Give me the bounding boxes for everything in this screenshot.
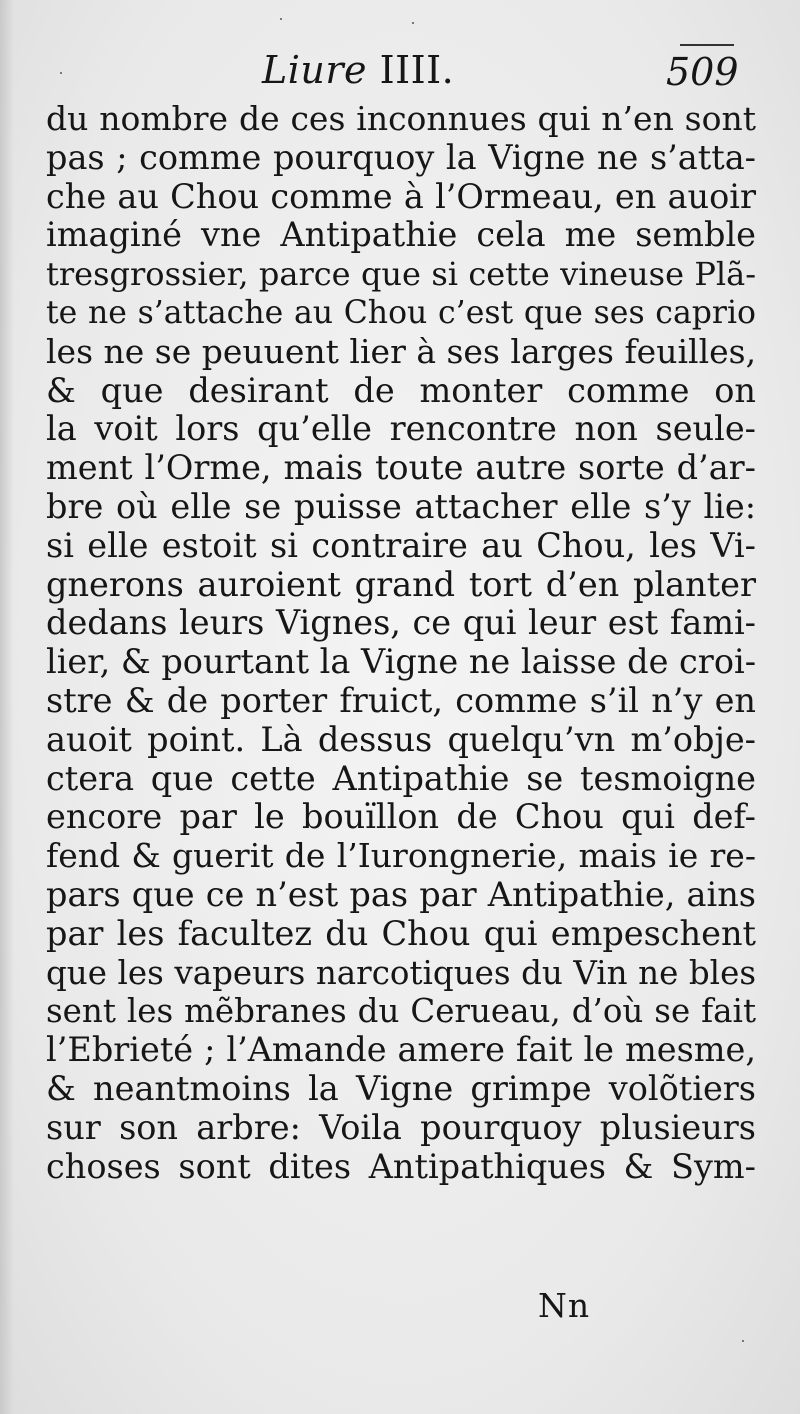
text-line: fend & guerit de l’Iurongnerie, mais ie re- (46, 836, 756, 876)
paper-speck (412, 22, 414, 24)
text-line: pars que ce n’est pas par Antipathie, ains (46, 874, 756, 914)
page-number: 509 (666, 50, 739, 94)
running-head-title (262, 44, 454, 96)
paper-speck (742, 1340, 744, 1342)
text-line: la voit lors qu’elle rencontre non seule- (46, 409, 756, 449)
text-line: auoit point. Là dessus quelqu’vn m’obje- (46, 719, 756, 759)
running-head-roman: IIII. (379, 48, 455, 92)
text-line: imaginé vne Antipathie cela me semble (46, 215, 756, 255)
text-line: lier, & pourtant la Vigne ne laisse de croi- (46, 642, 757, 682)
text-line: & neantmoins la Vigne grimpe volõtiers (46, 1068, 756, 1108)
text-line: du nombre de ces inconnues qui n’en sont (46, 99, 756, 138)
text-line: que les vapeurs narcotiques du Vin ne bles (46, 953, 756, 992)
text-line: te ne s’attache au Chou c’est que ses caprio (46, 294, 756, 331)
text-line: pas ; comme pourquoy la Vigne ne s’atta- (46, 137, 756, 177)
text-line: stre & de porter fruict, comme s’il n’y en (46, 680, 756, 720)
text-line: si elle estoit si contraire au Chou, les Vi- (46, 525, 756, 565)
text-line: encore par le bouïllon de Chou qui def- (46, 797, 756, 837)
text-line: sent les mẽbranes du Cerueau, d’où se fait (46, 992, 756, 1031)
text-line: tresgrossier, parce que si cette vineuse Plã- (46, 255, 756, 294)
text-line: ctera que cette Antipathie se tesmoigne (46, 758, 756, 798)
paper-speck (60, 72, 62, 74)
text-line: dedans leurs Vignes, ce qui leur est fami- (46, 603, 756, 643)
text-line: ment l’Orme, mais toute autre sorte d’ar- (46, 448, 756, 488)
text-line: choses sont dites Antipathiques & Sym- (46, 1146, 756, 1186)
text-line: & que desirant de monter comme on (46, 370, 756, 410)
running-head (0, 44, 800, 104)
text-line: les ne se peuuent lier à ses larges feuilles, (46, 331, 757, 371)
text-line: par les facultez du Chou qui empeschent (46, 913, 756, 953)
signature-mark: Nn (538, 1286, 591, 1325)
page-edge-shadow (0, 0, 14, 1414)
paper-speck (280, 18, 282, 20)
running-head-italic: Liure (262, 48, 368, 92)
text-line: sur son arbre: Voila pourquoy plusieurs (46, 1107, 756, 1147)
text-line: che au Chou comme à l’Ormeau, en auoir (46, 176, 756, 216)
text-line: gnerons auroient grand tort d’en planter (46, 564, 756, 604)
text-line: l’Ebrieté ; l’Amande amere fait le mesme, (46, 1030, 756, 1070)
body-text (46, 100, 756, 1186)
text-line: bre où elle se puisse attacher elle s’y lie: (46, 486, 756, 526)
